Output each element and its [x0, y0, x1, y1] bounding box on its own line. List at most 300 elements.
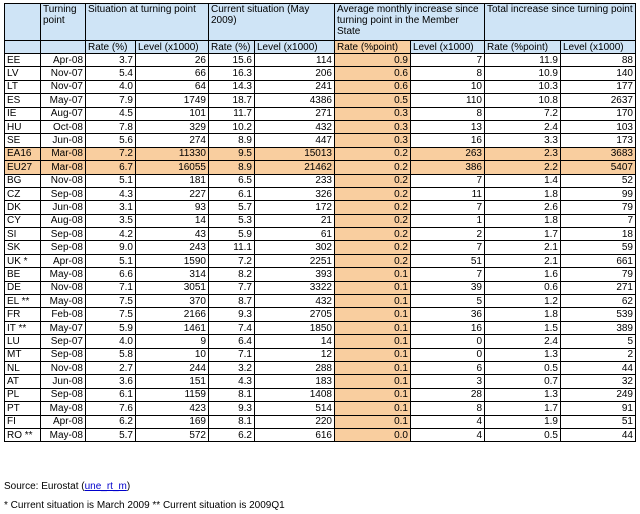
subheader-rate-point: Rate (%point) [485, 41, 561, 54]
country-cell: LV [5, 67, 41, 80]
value-cell: 64 [136, 80, 209, 93]
value-cell: 10 [411, 80, 485, 93]
value-cell: 1.6 [485, 268, 561, 281]
value-cell: 5407 [561, 161, 636, 174]
value-cell: 370 [136, 295, 209, 308]
value-cell: 0.1 [335, 335, 411, 348]
value-cell: 386 [411, 161, 485, 174]
value-cell: 7.2 [485, 107, 561, 120]
value-cell: 2 [561, 348, 636, 361]
value-cell: 1.2 [485, 295, 561, 308]
value-cell: 10 [136, 348, 209, 361]
value-cell: 4.3 [86, 187, 136, 200]
value-cell: 3.7 [86, 54, 136, 67]
value-cell: 3322 [255, 281, 335, 294]
value-cell: 7.1 [86, 281, 136, 294]
value-cell: 14.3 [209, 80, 255, 93]
value-cell: 0.9 [335, 54, 411, 67]
value-cell: 314 [136, 268, 209, 281]
value-cell: 10.9 [485, 67, 561, 80]
value-cell: 572 [136, 428, 209, 441]
value-cell: 15.6 [209, 54, 255, 67]
country-cell: ES [5, 94, 41, 107]
value-cell: 9.3 [209, 308, 255, 321]
table-row [5, 428, 636, 441]
value-cell: 2.4 [485, 335, 561, 348]
value-cell: 5 [411, 295, 485, 308]
header-avg-monthly-increase: Average monthly increase since turning point in the Member State [335, 4, 485, 41]
value-cell: 0.6 [335, 80, 411, 93]
table-row [5, 308, 636, 321]
country-cell: SI [5, 228, 41, 241]
value-cell: 2251 [255, 254, 335, 267]
value-cell: 6.5 [209, 174, 255, 187]
value-cell: 15013 [255, 147, 335, 160]
value-cell: 1159 [136, 388, 209, 401]
value-cell: 103 [561, 120, 636, 133]
value-cell: 1.3 [485, 348, 561, 361]
table-row [5, 281, 636, 294]
value-cell: 0.1 [335, 415, 411, 428]
value-cell: 7.5 [86, 295, 136, 308]
value-cell: 220 [255, 415, 335, 428]
header-empty-cell [5, 4, 41, 41]
value-cell: 0.1 [335, 375, 411, 388]
date-cell: May-08 [41, 268, 86, 281]
value-cell: 44 [561, 428, 636, 441]
value-cell: 0.1 [335, 388, 411, 401]
value-cell: 5 [561, 335, 636, 348]
value-cell: 93 [136, 201, 209, 214]
country-cell: EU27 [5, 161, 41, 174]
value-cell: 3051 [136, 281, 209, 294]
table-row [5, 67, 636, 80]
value-cell: 0.5 [335, 94, 411, 107]
date-cell: Sep-08 [41, 241, 86, 254]
table-row [5, 361, 636, 374]
country-cell: FI [5, 415, 41, 428]
footnote: * Current situation is March 2009 ** Current situation is 2009Q1 [4, 500, 285, 511]
value-cell: 4 [411, 428, 485, 441]
value-cell: 4.5 [86, 107, 136, 120]
table-row [5, 388, 636, 401]
country-cell: DK [5, 201, 41, 214]
value-cell: 14 [136, 214, 209, 227]
value-cell: 5.3 [209, 214, 255, 227]
value-cell: 7.1 [209, 348, 255, 361]
value-cell: 3 [411, 375, 485, 388]
value-cell: 274 [136, 134, 209, 147]
table-row [5, 375, 636, 388]
value-cell: 4 [411, 415, 485, 428]
value-cell: 0.1 [335, 321, 411, 334]
header-turning-point: Turning point [41, 4, 86, 41]
value-cell: 6.2 [209, 428, 255, 441]
value-cell: 183 [255, 375, 335, 388]
value-cell: 0.1 [335, 295, 411, 308]
country-cell: AT [5, 375, 41, 388]
value-cell: 432 [255, 120, 335, 133]
value-cell: 11 [411, 187, 485, 200]
date-cell: Apr-08 [41, 415, 86, 428]
date-cell: May-08 [41, 295, 86, 308]
header-situation-at-turning-point: Situation at turning point [86, 4, 209, 41]
value-cell: 18 [561, 228, 636, 241]
value-cell: 206 [255, 67, 335, 80]
value-cell: 11.9 [485, 54, 561, 67]
value-cell: 151 [136, 375, 209, 388]
value-cell: 1.8 [485, 308, 561, 321]
value-cell: 0.2 [335, 187, 411, 200]
value-cell: 114 [255, 54, 335, 67]
source-prefix: Source: Eurostat ( [4, 481, 85, 492]
value-cell: 51 [411, 254, 485, 267]
value-cell: 0.1 [335, 268, 411, 281]
source-note [4, 481, 130, 492]
value-cell: 7.6 [86, 402, 136, 415]
value-cell: 14 [255, 335, 335, 348]
country-cell: IT ** [5, 321, 41, 334]
value-cell: 243 [136, 241, 209, 254]
value-cell: 2.6 [485, 201, 561, 214]
table-row [5, 80, 636, 93]
table-body [5, 54, 636, 442]
table-row [5, 335, 636, 348]
date-cell: Nov-07 [41, 80, 86, 93]
value-cell: 7 [411, 54, 485, 67]
value-cell: 1.3 [485, 388, 561, 401]
date-cell: Sep-08 [41, 228, 86, 241]
value-cell: 51 [561, 415, 636, 428]
value-cell: 1461 [136, 321, 209, 334]
value-cell: 4.0 [86, 335, 136, 348]
country-cell: IE [5, 107, 41, 120]
value-cell: 170 [561, 107, 636, 120]
date-cell: Nov-08 [41, 281, 86, 294]
country-cell: MT [5, 348, 41, 361]
value-cell: 326 [255, 187, 335, 200]
header-current-situation: Current situation (May 2009) [209, 4, 335, 41]
value-cell: 7.5 [86, 308, 136, 321]
value-cell: 13 [411, 120, 485, 133]
value-cell: 0.0 [335, 428, 411, 441]
value-cell: 7 [411, 241, 485, 254]
value-cell: 0.5 [485, 361, 561, 374]
value-cell: 8.9 [209, 134, 255, 147]
value-cell: 1.7 [485, 402, 561, 415]
date-cell: May-07 [41, 321, 86, 334]
value-cell: 2166 [136, 308, 209, 321]
value-cell: 177 [561, 80, 636, 93]
subheader-empty-cell [41, 41, 86, 54]
country-cell: FR [5, 308, 41, 321]
value-cell: 62 [561, 295, 636, 308]
country-cell: RO ** [5, 428, 41, 441]
date-cell: Sep-08 [41, 388, 86, 401]
table-row [5, 94, 636, 107]
value-cell: 3683 [561, 147, 636, 160]
date-cell: Mar-08 [41, 161, 86, 174]
value-cell: 0.7 [485, 375, 561, 388]
value-cell: 5.1 [86, 254, 136, 267]
value-cell: 44 [561, 361, 636, 374]
value-cell: 9.5 [209, 147, 255, 160]
value-cell: 59 [561, 241, 636, 254]
subheader-level: Level (x1000) [255, 41, 335, 54]
value-cell: 302 [255, 241, 335, 254]
value-cell: 3.2 [209, 361, 255, 374]
value-cell: 447 [255, 134, 335, 147]
value-cell: 0 [411, 335, 485, 348]
value-cell: 2 [411, 228, 485, 241]
value-cell: 244 [136, 361, 209, 374]
value-cell: 7.8 [86, 120, 136, 133]
date-cell: Jun-08 [41, 375, 86, 388]
value-cell: 2.1 [485, 254, 561, 267]
value-cell: 3.5 [86, 214, 136, 227]
value-cell: 140 [561, 67, 636, 80]
value-cell: 7.2 [209, 254, 255, 267]
value-cell: 241 [255, 80, 335, 93]
value-cell: 249 [561, 388, 636, 401]
country-cell: EA16 [5, 147, 41, 160]
value-cell: 1850 [255, 321, 335, 334]
value-cell: 432 [255, 295, 335, 308]
table-row [5, 241, 636, 254]
country-cell: DE [5, 281, 41, 294]
value-cell: 88 [561, 54, 636, 67]
header-total-increase: Total increase since turning point [485, 4, 636, 41]
value-cell: 6.4 [209, 335, 255, 348]
value-cell: 616 [255, 428, 335, 441]
table-row [5, 107, 636, 120]
value-cell: 0.2 [335, 254, 411, 267]
value-cell: 39 [411, 281, 485, 294]
value-cell: 172 [255, 201, 335, 214]
value-cell: 7.2 [86, 147, 136, 160]
date-cell: Apr-08 [41, 54, 86, 67]
value-cell: 0.5 [485, 428, 561, 441]
table-row [5, 147, 636, 160]
value-cell: 539 [561, 308, 636, 321]
value-cell: 271 [561, 281, 636, 294]
value-cell: 61 [255, 228, 335, 241]
value-cell: 173 [561, 134, 636, 147]
value-cell: 514 [255, 402, 335, 415]
value-cell: 4.2 [86, 228, 136, 241]
value-cell: 7.9 [86, 94, 136, 107]
table-row [5, 214, 636, 227]
value-cell: 4386 [255, 94, 335, 107]
country-cell: SK [5, 241, 41, 254]
value-cell: 169 [136, 415, 209, 428]
value-cell: 2.1 [485, 241, 561, 254]
value-cell: 6.1 [86, 388, 136, 401]
value-cell: 28 [411, 388, 485, 401]
value-cell: 11330 [136, 147, 209, 160]
value-cell: 8.1 [209, 388, 255, 401]
value-cell: 0.2 [335, 214, 411, 227]
country-cell: PL [5, 388, 41, 401]
value-cell: 8 [411, 107, 485, 120]
date-cell: Sep-07 [41, 335, 86, 348]
value-cell: 7 [411, 268, 485, 281]
value-cell: 91 [561, 402, 636, 415]
value-cell: 288 [255, 361, 335, 374]
value-cell: 5.6 [86, 134, 136, 147]
subheader-level: Level (x1000) [136, 41, 209, 54]
value-cell: 0.6 [485, 281, 561, 294]
value-cell: 8.1 [209, 415, 255, 428]
value-cell: 0.1 [335, 361, 411, 374]
value-cell: 21462 [255, 161, 335, 174]
value-cell: 11.7 [209, 107, 255, 120]
table-row [5, 187, 636, 200]
value-cell: 6.2 [86, 415, 136, 428]
date-cell: Jun-08 [41, 134, 86, 147]
table-row [5, 254, 636, 267]
date-cell: Oct-08 [41, 120, 86, 133]
date-cell: Mar-08 [41, 147, 86, 160]
value-cell: 43 [136, 228, 209, 241]
country-cell: BE [5, 268, 41, 281]
value-cell: 1.8 [485, 187, 561, 200]
date-cell: Aug-07 [41, 107, 86, 120]
country-cell: LU [5, 335, 41, 348]
value-cell: 0.1 [335, 281, 411, 294]
value-cell: 271 [255, 107, 335, 120]
subheader-level: Level (x1000) [561, 41, 636, 54]
value-cell: 0.2 [335, 161, 411, 174]
value-cell: 110 [411, 94, 485, 107]
country-cell: EE [5, 54, 41, 67]
value-cell: 7.7 [209, 281, 255, 294]
value-cell: 79 [561, 201, 636, 214]
value-cell: 5.9 [86, 321, 136, 334]
country-cell: NL [5, 361, 41, 374]
value-cell: 66 [136, 67, 209, 80]
table-row [5, 201, 636, 214]
value-cell: 3.6 [86, 375, 136, 388]
value-cell: 32 [561, 375, 636, 388]
value-cell: 2.4 [485, 120, 561, 133]
value-cell: 16 [411, 321, 485, 334]
value-cell: 16055 [136, 161, 209, 174]
value-cell: 2637 [561, 94, 636, 107]
date-cell: Feb-08 [41, 308, 86, 321]
value-cell: 5.1 [86, 174, 136, 187]
value-cell: 1.5 [485, 321, 561, 334]
source-link[interactable]: une_rt_m [84, 481, 127, 492]
value-cell: 1.7 [485, 228, 561, 241]
value-cell: 233 [255, 174, 335, 187]
value-cell: 0.2 [335, 241, 411, 254]
table-row [5, 348, 636, 361]
value-cell: 9.0 [86, 241, 136, 254]
value-cell: 0.1 [335, 348, 411, 361]
value-cell: 10.3 [485, 80, 561, 93]
value-cell: 393 [255, 268, 335, 281]
value-cell: 11.1 [209, 241, 255, 254]
value-cell: 8.7 [209, 295, 255, 308]
value-cell: 7 [411, 201, 485, 214]
country-cell: CZ [5, 187, 41, 200]
table-row [5, 174, 636, 187]
value-cell: 1408 [255, 388, 335, 401]
value-cell: 10.2 [209, 120, 255, 133]
date-cell: Sep-08 [41, 348, 86, 361]
subheader-rate: Rate (%) [86, 41, 136, 54]
unemployment-table [4, 3, 636, 442]
country-cell: PT [5, 402, 41, 415]
country-cell: SE [5, 134, 41, 147]
value-cell: 0.2 [335, 174, 411, 187]
table-row [5, 161, 636, 174]
value-cell: 6.6 [86, 268, 136, 281]
value-cell: 5.4 [86, 67, 136, 80]
country-cell: LT [5, 80, 41, 93]
value-cell: 99 [561, 187, 636, 200]
date-cell: Nov-07 [41, 67, 86, 80]
table-row [5, 415, 636, 428]
value-cell: 2.7 [86, 361, 136, 374]
date-cell: Nov-08 [41, 361, 86, 374]
value-cell: 329 [136, 120, 209, 133]
value-cell: 7 [411, 174, 485, 187]
value-cell: 2705 [255, 308, 335, 321]
value-cell: 9 [136, 335, 209, 348]
table-row [5, 228, 636, 241]
value-cell: 0.3 [335, 120, 411, 133]
value-cell: 263 [411, 147, 485, 160]
value-cell: 2.3 [485, 147, 561, 160]
value-cell: 1749 [136, 94, 209, 107]
subheader-rate-point: Rate (%point) [335, 41, 411, 54]
subheader-rate: Rate (%) [209, 41, 255, 54]
value-cell: 0.2 [335, 228, 411, 241]
country-cell: HU [5, 120, 41, 133]
value-cell: 9.3 [209, 402, 255, 415]
value-cell: 0.6 [335, 67, 411, 80]
value-cell: 5.7 [86, 428, 136, 441]
country-cell: UK * [5, 254, 41, 267]
date-cell: Apr-08 [41, 254, 86, 267]
country-cell: EL ** [5, 295, 41, 308]
value-cell: 0.2 [335, 201, 411, 214]
value-cell: 661 [561, 254, 636, 267]
value-cell: 8.9 [209, 161, 255, 174]
date-cell: May-08 [41, 428, 86, 441]
value-cell: 8.2 [209, 268, 255, 281]
subheader-level: Level (x1000) [411, 41, 485, 54]
value-cell: 1.4 [485, 174, 561, 187]
value-cell: 389 [561, 321, 636, 334]
value-cell: 8 [411, 67, 485, 80]
value-cell: 0.3 [335, 107, 411, 120]
date-cell: Jun-08 [41, 201, 86, 214]
date-cell: Aug-08 [41, 214, 86, 227]
value-cell: 181 [136, 174, 209, 187]
subheader-empty-cell [5, 41, 41, 54]
date-cell: Nov-08 [41, 174, 86, 187]
value-cell: 6.1 [209, 187, 255, 200]
table-row [5, 120, 636, 133]
table-row [5, 134, 636, 147]
value-cell: 0 [411, 348, 485, 361]
value-cell: 10.8 [485, 94, 561, 107]
table-row [5, 402, 636, 415]
country-cell: BG [5, 174, 41, 187]
